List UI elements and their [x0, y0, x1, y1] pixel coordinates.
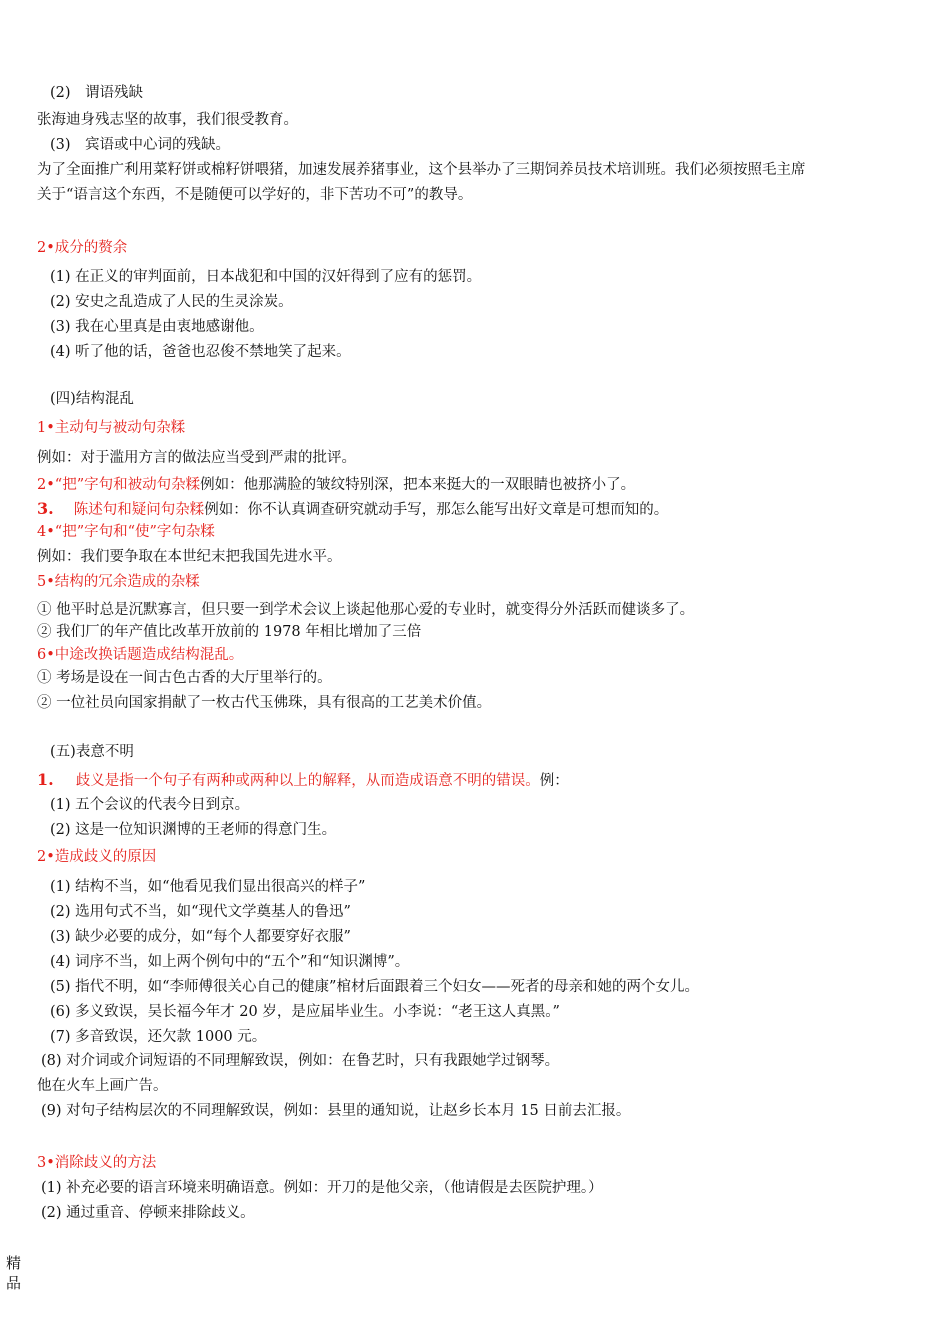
text-line: (1) 补充必要的语言环境来明确语意。例如：开刀的是他父亲，（他请假是去医院护理。） [41, 1180, 603, 1196]
section-heading: 2•“把”字句和被动句杂糅 [37, 477, 201, 493]
section-title: (五)表意不明 [50, 744, 134, 760]
text-line: (1) 在正义的审判面前，日本战犯和中国的汉奸得到了应有的惩罚。 [50, 269, 482, 285]
text-line: (2) 通过重音、停顿来排除歧义。 [41, 1205, 255, 1221]
text-line [37, 475, 635, 495]
text-line: (2) 这是一位知识渊博的王老师的得意门生。 [50, 822, 337, 838]
example-text: 例如：他那满脸的皱纹特别深，把本来挺大的一双眼睛也被挤小了。 [200, 477, 636, 493]
section-heading: 2•造成歧义的原因 [37, 849, 157, 865]
text-line: (5) 指代不明，如“李师傅很关心自己的健康”棺材后面跟着三个妇女——死者的母亲和她的两个女儿。 [50, 979, 699, 995]
section-heading: 3•消除歧义的方法 [37, 1155, 157, 1171]
text-line: ② 我们厂的年产值比改革开放前的 1978 年相比增加了三倍 [37, 624, 422, 640]
section-heading: 6•中途改换话题造成结构混乱。 [37, 647, 244, 663]
text-line: (1) 结构不当，如“他看见我们显出很高兴的样子” [50, 879, 366, 895]
text-line: (8) 对介词或介词短语的不同理解致误，例如：在鲁艺时，只有我跟她学过钢琴。 [41, 1053, 560, 1069]
text-line: 例如：我们要争取在本世纪末把我国先进水平。 [37, 549, 342, 565]
section-title: (四)结构混乱 [50, 391, 134, 407]
footer-watermark: 精品 [6, 1254, 22, 1292]
text-line: ② 一位社员向国家捐献了一枚古代玉佛珠，具有很高的工艺美术价值。 [37, 695, 492, 711]
text-line: 例如：对于滥用方言的做法应当受到严肃的批评。 [37, 450, 356, 466]
text-line: (3) 宾语或中心词的残缺。 [50, 137, 231, 153]
text-line: 为了全面推广利用菜籽饼或棉籽饼喂猪，加速发展养猪事业，这个县举办了三期饲养员技术培训班。我们必须按照毛主席 [37, 162, 806, 178]
text-line: (6) 多义致误，吴长福今年才 20 岁，是应届毕业生。小李说：“老王这人真黑。” [50, 1004, 560, 1020]
text-line: 他在火车上画广告。 [37, 1078, 168, 1094]
text-line: (2) 谓语残缺 [50, 85, 144, 101]
section-heading: 4•“把”字句和“使”字句杂糅 [37, 524, 215, 540]
section-heading: 2•成分的赘余 [37, 240, 128, 256]
section-number: 3. [37, 499, 54, 518]
text-line: 关于“语言这个东西，不是随便可以学好的，非下苦功不可”的教导。 [37, 187, 473, 203]
text-line [37, 499, 668, 520]
example-text: 例如：你不认真调查研究就动手写，那怎么能写出好文章是可想而知的。 [204, 502, 669, 518]
definition-text: 歧义是指一个句子有两种或两种以上的解释，从而造成语意不明的错误。 [75, 773, 540, 789]
text-line: (3) 我在心里真是由衷地感谢他。 [50, 319, 264, 335]
text-line: (4) 听了他的话，爸爸也忍俊不禁地笑了起来。 [50, 344, 351, 360]
text-line: (1) 五个会议的代表今日到京。 [50, 797, 250, 813]
text-line: (2) 安史之乱造成了人民的生灵涂炭。 [50, 294, 293, 310]
text-line [37, 770, 569, 791]
text-line: ① 他平时总是沉默寡言，但只要一到学术会议上谈起他那心爱的专业时，就变得分外活跃而健谈多了。 [37, 602, 695, 618]
section-heading: 5•结构的冗余造成的杂糅 [37, 574, 200, 590]
section-heading: 陈述句和疑问句杂糅 [73, 502, 205, 518]
text-line: (9) 对句子结构层次的不同理解致误，例如：县里的通知说，让赵乡长本月 15 日前去汇报。 [41, 1103, 631, 1119]
text-line: ① 考场是设在一间古色古香的大厅里举行的。 [37, 670, 332, 686]
text-line: 张海迪身残志坚的故事，我们很受教育。 [37, 112, 298, 128]
text-line: (7) 多音致误，还欠款 1000 元。 [50, 1029, 267, 1045]
section-heading: 1•主动句与被动句杂糅 [37, 420, 186, 436]
section-number: 1. [37, 770, 54, 789]
example-label: 例： [539, 773, 569, 789]
text-line: (2) 选用句式不当，如“现代文学奠基人的鲁迅” [50, 904, 351, 920]
text-line: (4) 词序不当，如上两个例句中的“五个”和“知识渊博”。 [50, 954, 410, 970]
text-line: (3) 缺少必要的成分，如“每个人都要穿好衣服” [50, 929, 351, 945]
